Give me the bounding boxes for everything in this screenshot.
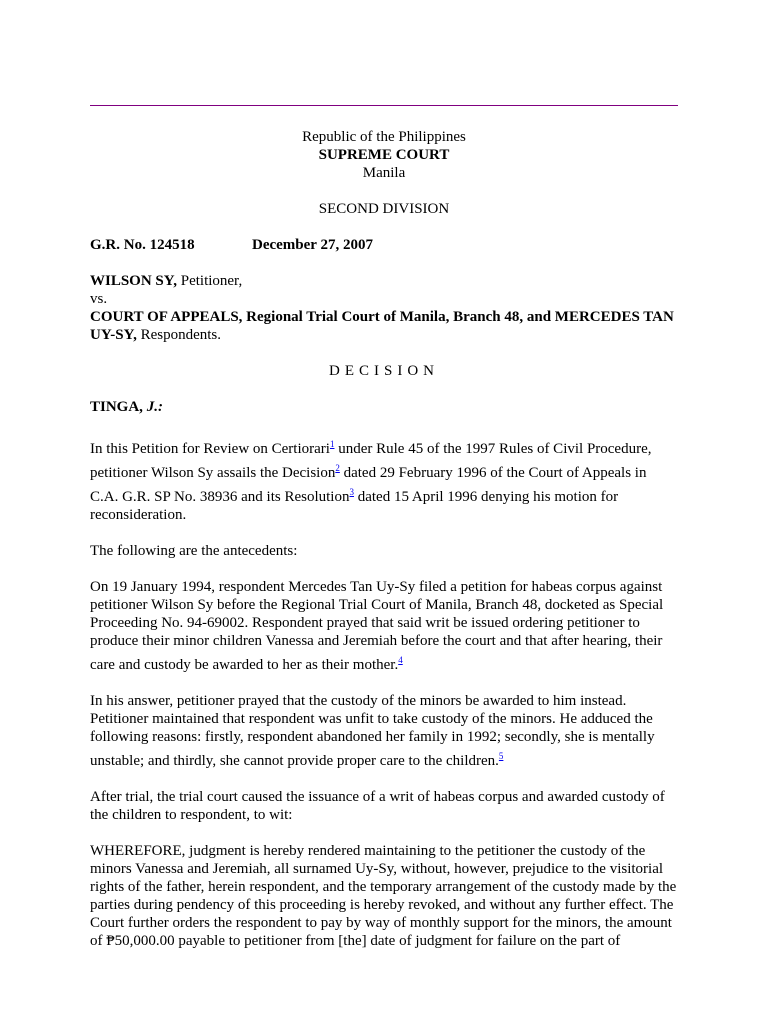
paragraph-3-text: On 19 January 1994, respondent Mercedes Tan Uy-Sy filed a petition for habeas corpus against petitioner Wilson Sy before the Regional Trial Court of Manila, Branch 48, docketed as Special Proceeding No. 94-69002. Respondent prayed that said writ be issued ordering petitioner to produce their minor children Vanessa and Jeremiah before the court and that after hearing, their care and custody be awarded to her as their mother. (90, 579, 664, 673)
petitioner-name: WILSON SY, (90, 273, 177, 289)
ponente-name: TINGA, (90, 399, 147, 415)
ponente (90, 398, 678, 416)
ponente-suffix: J.: (146, 399, 163, 415)
paragraph-4 (90, 692, 678, 770)
paragraph-2: The following are the antecedents: (90, 543, 298, 559)
petitioner-line (90, 272, 678, 290)
paragraph-6-quoted-judgment: WHEREFORE, judgment is hereby rendered maintaining to the petitioner the custody of the minors Vanessa and Jeremiah, all surnamed Uy-Sy, without, however, prejudice to the visitorial rights of the father, herein respondent, and the temporary arrangement of the custody made by the parties during pendency of this proceeding is hereby revoked, and without any further effect. The Court further orders the respondent to pay by way of monthly support for the minors, the amount of ₱50,000.00 payable to petitioner from [the] date of judgment for failure on the part of (90, 843, 677, 949)
respondents-line (90, 308, 678, 344)
paragraph-4-text: In his answer, petitioner prayed that the custody of the minors be awarded to him instead. Petitioner maintained that respondent was unfit to take custody of the minors. He adduced the following reasons: firstly, respondent abandoned her family in 1992; secondly, she is mentally unstable; and thirdly, she cannot provide proper care to the children. (90, 693, 655, 769)
footnote-link-2[interactable]: 2 (335, 463, 340, 473)
paragraph-1-text-c: dated 29 February 1996 of the Court of Appeals in C.A. G.R. SP No. 38936 and its Resolution (90, 465, 647, 505)
court-header (90, 128, 678, 218)
paragraph-1-text-a: In this Petition for Review on Certiorari (90, 441, 330, 457)
division-name: SECOND DIVISION (318, 201, 450, 217)
case-number-line (90, 236, 678, 254)
respondents-names: COURT OF APPEALS, Regional Trial Court of Manila, Branch 48, and MERCEDES TAN UY-SY, (90, 309, 674, 343)
petitioner-role: Petitioner, (176, 273, 243, 289)
decision-heading: DECISION (329, 363, 439, 379)
decision-date: December 27, 2007 (252, 237, 373, 253)
respondents-role: Respondents. (136, 327, 222, 343)
versus: vs. (90, 291, 108, 307)
paragraph-1-text-b: under Rule 45 of the 1997 Rules of Civil Procedure, petitioner Wilson Sy assails the Decision (90, 441, 652, 481)
footnote-link-3[interactable]: 3 (349, 487, 354, 497)
case-parties (90, 272, 678, 344)
document-body (90, 128, 678, 950)
footnote-link-5[interactable]: 5 (498, 751, 504, 761)
footnote-link-4[interactable]: 4 (398, 655, 403, 665)
paragraph-1 (90, 434, 678, 524)
paragraph-3 (90, 578, 678, 674)
court-city: Manila (362, 165, 406, 181)
gr-number: G.R. No. 124518 (90, 237, 195, 253)
paragraph-1-text-d: dated 15 April 1996 denying his motion for reconsideration. (90, 489, 619, 523)
paragraph-5: After trial, the trial court caused the issuance of a writ of habeas corpus and awarded custody of the children to respondent, to wit: (90, 789, 665, 823)
republic-line: Republic of the Philippines (302, 129, 466, 145)
header-rule (90, 105, 678, 106)
court-name: SUPREME COURT (318, 147, 450, 163)
footnote-link-1[interactable]: 1 (329, 439, 335, 449)
